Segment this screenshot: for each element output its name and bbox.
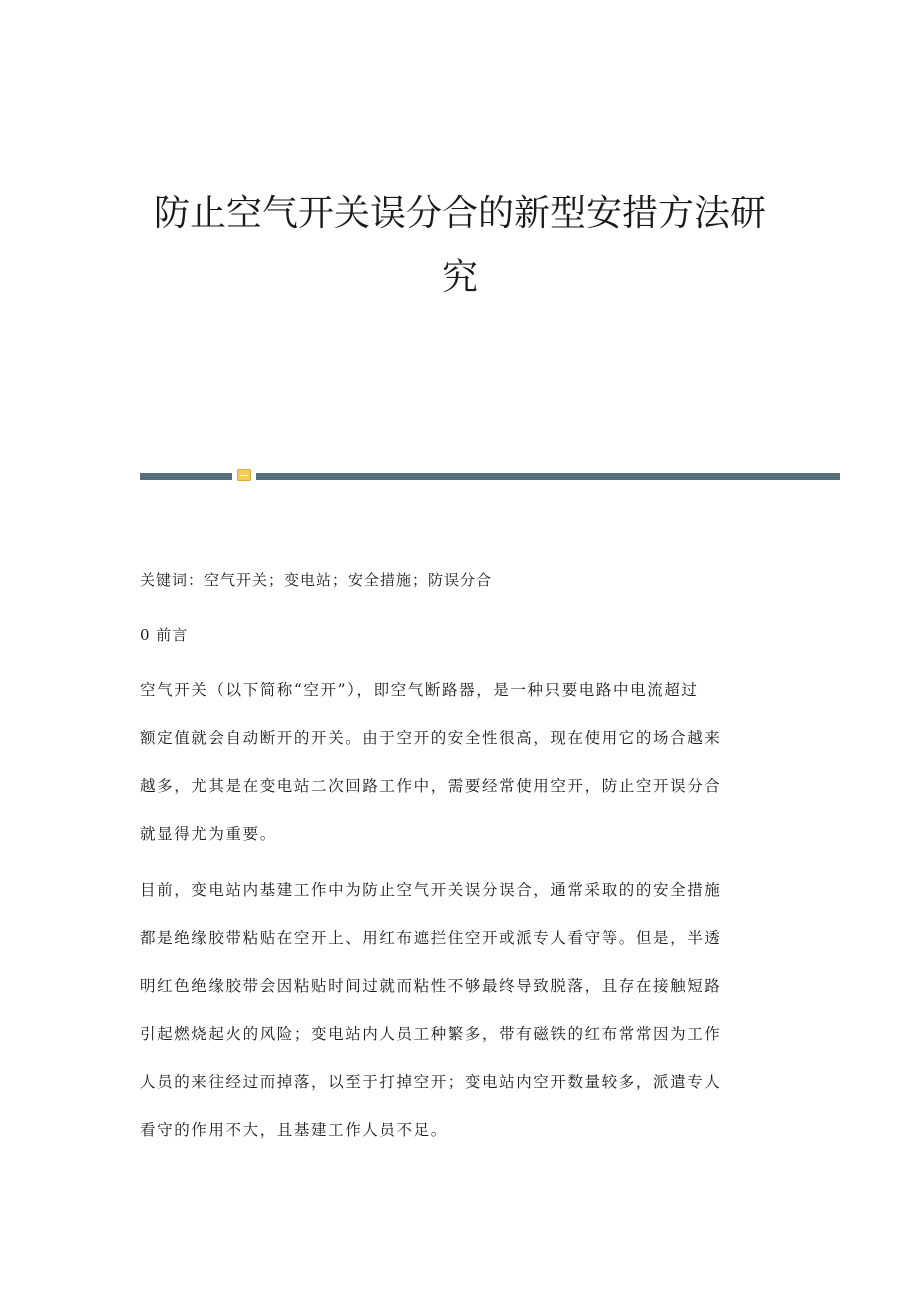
divider-bar-left [140,473,232,480]
paragraph-line: 越多，尤其是在变电站二次回路工作中，需要经常使用空开，防止空开误分合 [140,777,722,795]
paragraph-line: 空气开关（以下简称“空开”），即空气断路器，是一种只要电路中电流超过 [140,681,699,699]
paragraph-line: 看守的作用不大，且基建工作人员不足。 [140,1121,448,1139]
document-title [140,182,780,310]
paragraph-line: 都是绝缘胶带粘贴在空开上、用红布遮拦住空开或派专人看守等。但是，半透 [140,929,722,947]
divider-ornament-icon [237,469,251,481]
keywords-line: 关键词：空气开关；变电站；安全措施；防误分合 [140,571,493,589]
paragraph-line: 人员的来往经过而掉落，以至于打掉空开；变电站内空开数量较多，派遣专人 [140,1073,722,1091]
title-divider [140,469,840,483]
section-heading: 0 前言 [140,626,189,644]
divider-bar-right [256,473,840,480]
paragraph-intro [140,666,780,858]
title-line: 防止空气开关误分合的新型安措方法研 [153,193,766,234]
title-line: 究 [441,257,478,298]
paragraph-current-measures [140,866,780,1154]
paragraph-line: 额定值就会自动断开的开关。由于空开的安全性很高，现在使用它的场合越来 [140,729,722,747]
paragraph-line: 引起燃烧起火的风险；变电站内人员工种繁多，带有磁铁的红布常常因为工作 [140,1025,722,1043]
paragraph-line: 就显得尤为重要。 [140,825,277,843]
paragraph-line: 目前，变电站内基建工作中为防止空气开关误分误合，通常采取的的安全措施 [140,881,722,899]
paragraph-line: 明红色绝缘胶带会因粘贴时间过就而粘性不够最终导致脱落，且存在接触短路 [140,977,722,995]
